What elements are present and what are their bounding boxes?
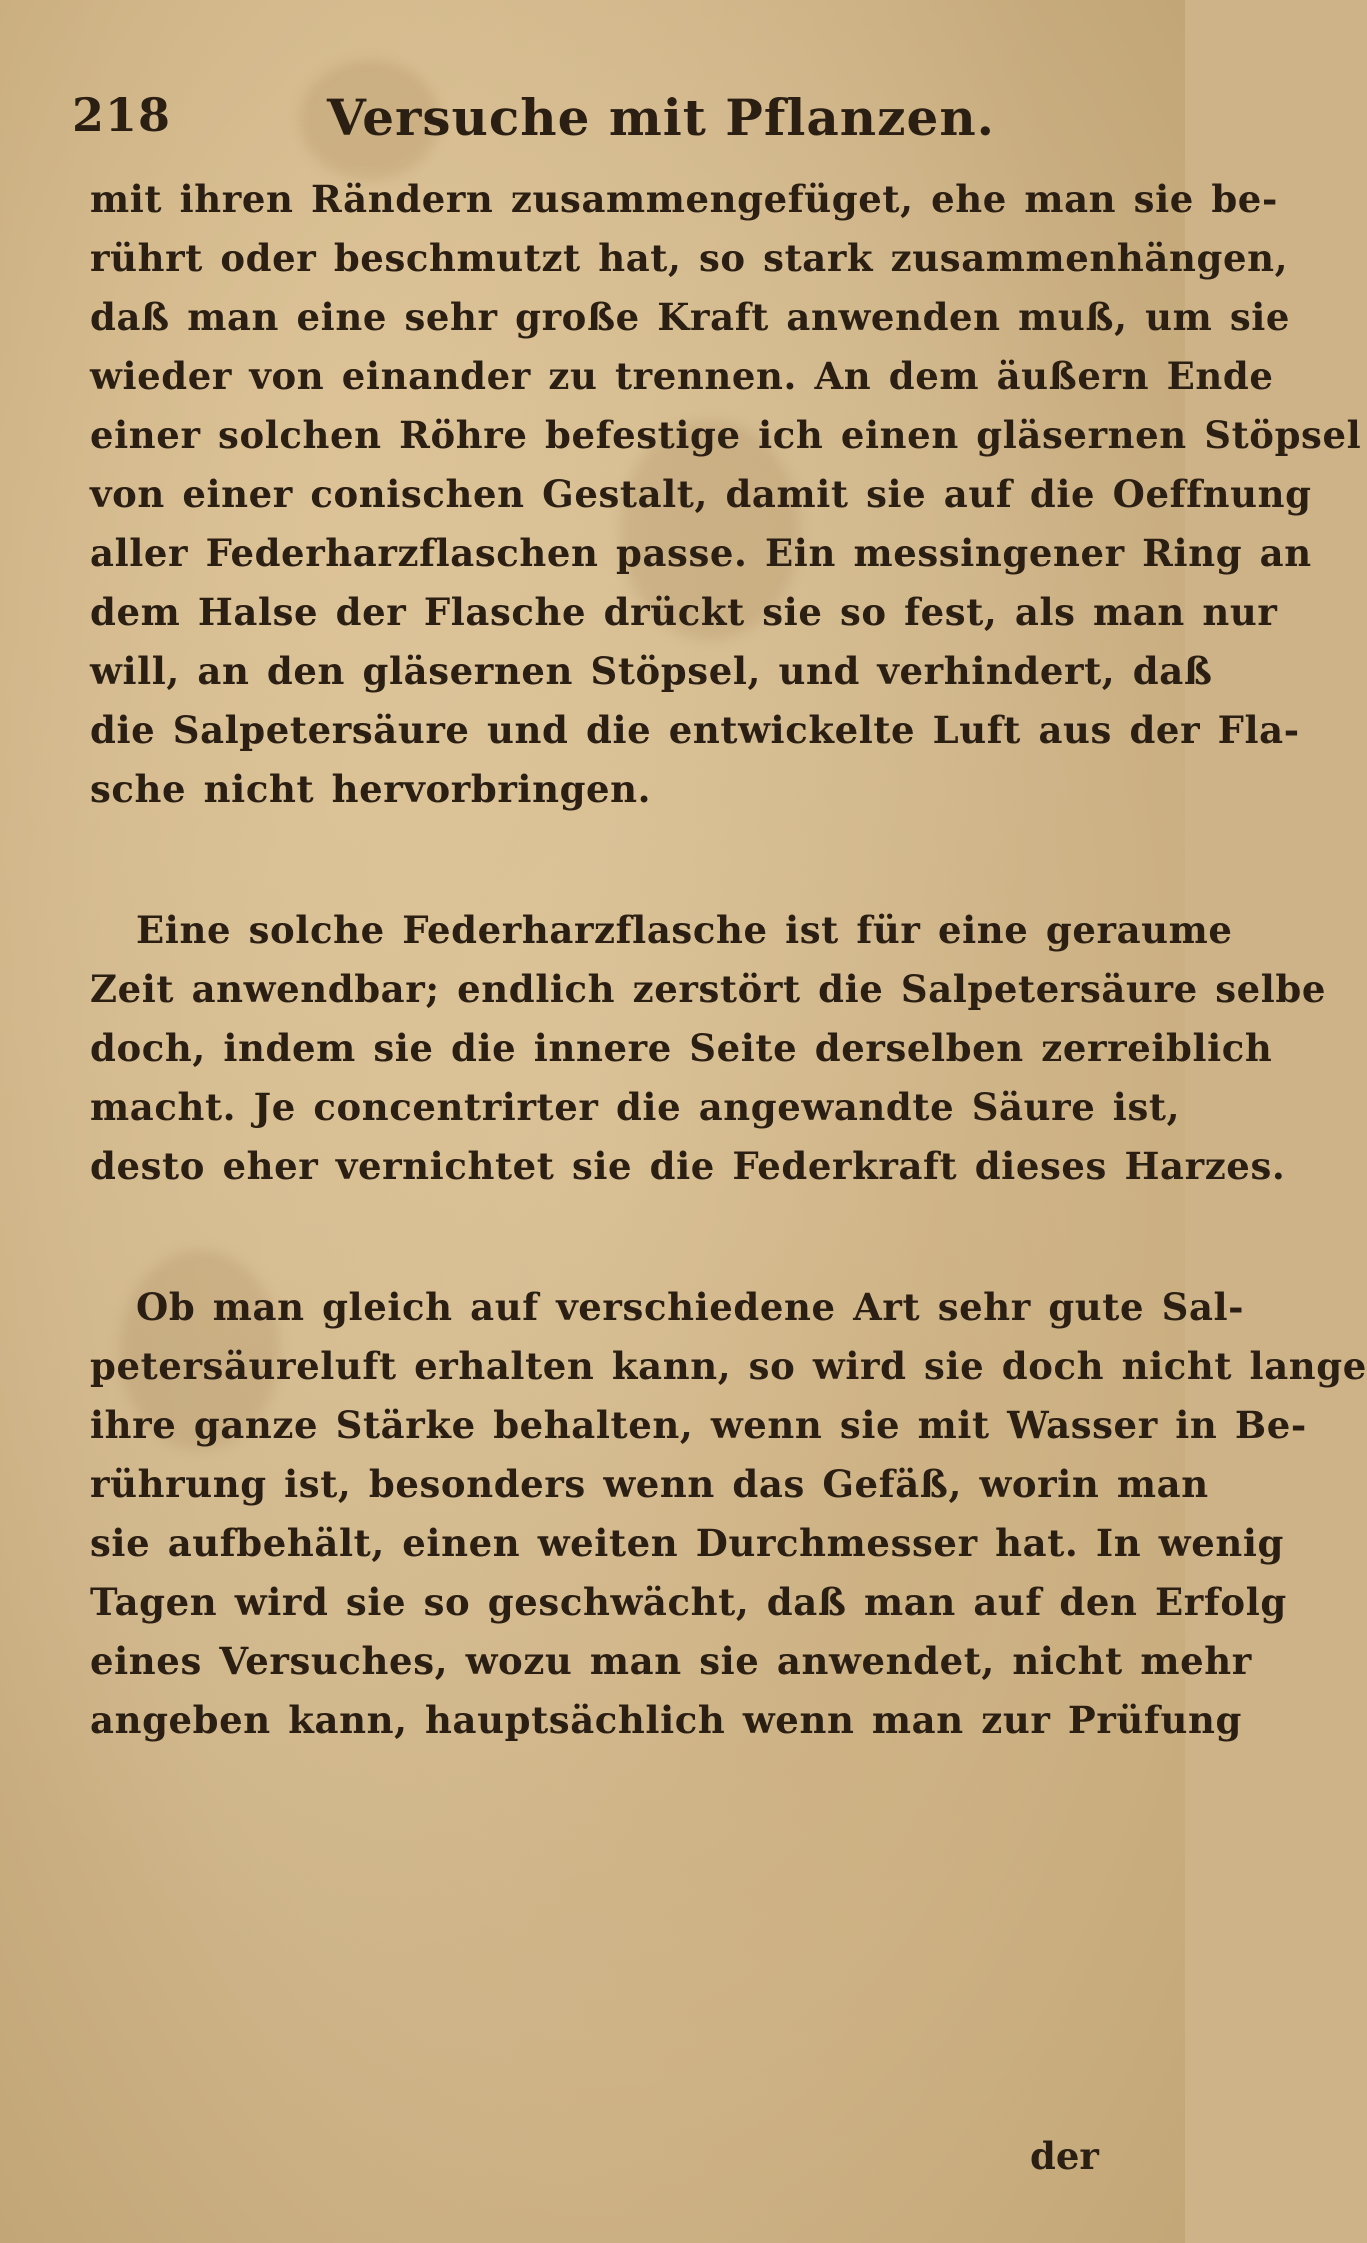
text-line: doch, indem sie die innere Seite derselben zerreiblich [90, 1026, 1273, 1070]
text-line: petersäureluft erhalten kann, so wird sie doch nicht lange [90, 1344, 1367, 1388]
body-text [90, 170, 1367, 1750]
text-line: sie aufbehält, einen weiten Durchmesser hat. In wenig [90, 1521, 1284, 1565]
text-line: von einer conischen Gestalt, damit sie auf die Oeffnung [90, 472, 1312, 516]
paragraph [90, 901, 1327, 1196]
page-number: 218 [72, 88, 172, 142]
paragraph [90, 170, 1362, 819]
text-line: Tagen wird sie so geschwächt, daß man auf den Erfolg [90, 1580, 1287, 1624]
paragraph-gap [90, 819, 1090, 901]
text-line: eines Versuches, wozu man sie anwendet, nicht mehr [90, 1639, 1252, 1683]
text-line: rührung ist, besonders wenn das Gefäß, worin man [90, 1462, 1209, 1506]
text-line: desto eher vernichtet sie die Federkraft dieses Harzes. [90, 1144, 1286, 1188]
text-line: ihre ganze Stärke behalten, wenn sie mit Wasser in Be- [90, 1403, 1307, 1447]
text-line: wieder von einander zu trennen. An dem äußern Ende [90, 354, 1274, 398]
text-line: rührt oder beschmutzt hat, so stark zusammenhängen, [90, 236, 1289, 280]
text-line: Eine solche Federharzflasche ist für eine geraume [136, 908, 1233, 952]
catchword: der [1030, 2134, 1099, 2178]
text-line: daß man eine sehr große Kraft anwenden muß, um sie [90, 295, 1291, 339]
text-line: macht. Je concentrirter die angewandte Säure ist, [90, 1085, 1181, 1129]
text-line: sche nicht hervorbringen. [90, 767, 652, 811]
paragraph [90, 1278, 1367, 1750]
text-line: dem Halse der Flasche drückt sie so fest, als man nur [90, 590, 1278, 634]
text-line: mit ihren Rändern zusammengefüget, ehe man sie be- [90, 177, 1278, 221]
text-line: Zeit anwendbar; endlich zerstört die Salpetersäure selbe [90, 967, 1327, 1011]
running-title: Versuche mit Pflanzen. [327, 88, 996, 147]
text-line: Ob man gleich auf verschiedene Art sehr gute Sal- [136, 1285, 1245, 1329]
text-line: aller Federharzflaschen passe. Ein messingener Ring an [90, 531, 1312, 575]
page-header [72, 88, 1045, 158]
text-line: die Salpetersäure und die entwickelte Luft aus der Fla- [90, 708, 1300, 752]
text-line: einer solchen Röhre befestige ich einen gläsernen Stöpsel [90, 413, 1362, 457]
text-line: angeben kann, hauptsächlich wenn man zur Prüfung [90, 1698, 1242, 1742]
text-line: will, an den gläsernen Stöpsel, und verhindert, daß [90, 649, 1213, 693]
paragraph-gap [90, 1196, 1090, 1278]
